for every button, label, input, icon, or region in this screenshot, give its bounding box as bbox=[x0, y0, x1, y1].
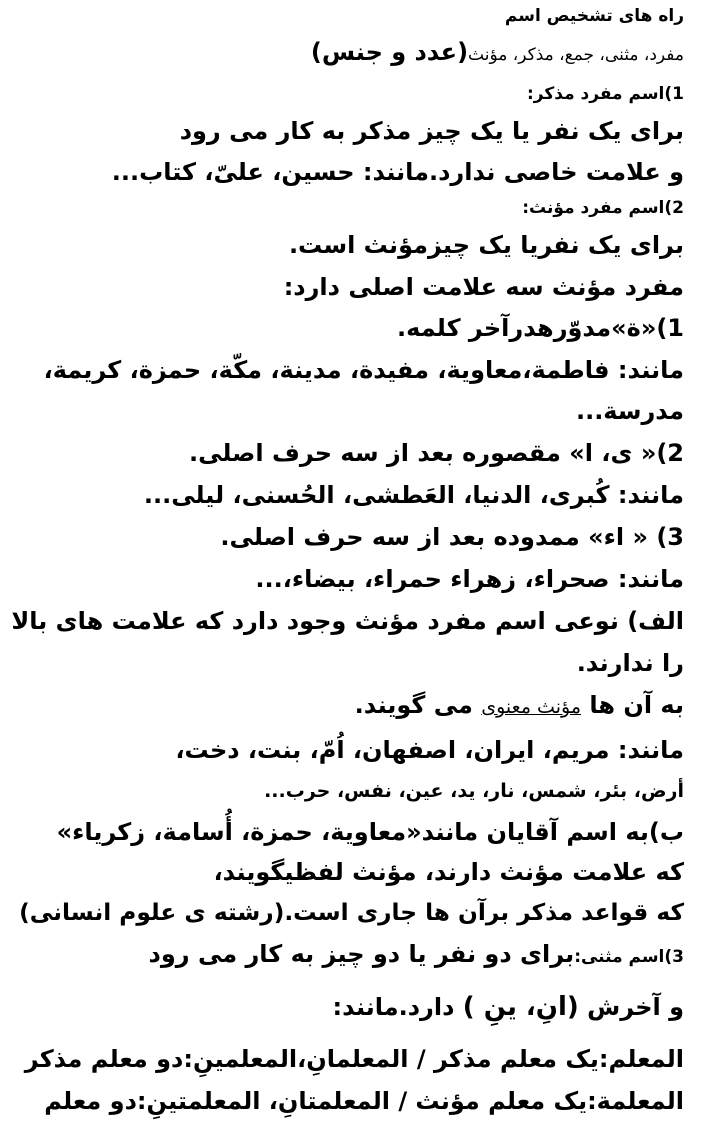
section-2-heading: 2)اسم مفرد مؤنث: bbox=[522, 198, 684, 218]
section-3-heading: 3)اسم مثنی: bbox=[574, 947, 684, 967]
section-3-text: برای دو نفر یا دو چیز به کار می رود bbox=[148, 940, 575, 968]
section-3-line-2-pre: و آخرش bbox=[578, 993, 684, 1021]
alef-line-2: را ندارند. bbox=[576, 649, 684, 677]
mark-1-example-1: مانند: فاطمة،معاوية، مفيدة، مدينة، مكّة، حمزة، كريمة، bbox=[43, 356, 684, 384]
example-feminine: المعلمة:یک معلم مؤنث / المعلمتانِ، المعلمتينِ:دو معلم bbox=[44, 1087, 684, 1115]
section-2-line-2: مفرد مؤنث سه علامت اصلی دارد: bbox=[283, 273, 684, 301]
section-3-line-1 bbox=[0, 940, 720, 968]
mark-1-example-2: مدرسة... bbox=[575, 397, 684, 425]
maanavi-example-1: مانند: مريم، ايران، اصفهان، اُمّ، بنت، دخت، bbox=[175, 736, 684, 764]
alef-line-1: الف) نوعی اسم مفرد مؤنث وجود دارد که علامت های بالا bbox=[11, 607, 684, 635]
title: راه های تشخیص اسم bbox=[504, 6, 684, 26]
dual-endings: (انِ، ينِ ) bbox=[462, 992, 579, 1022]
categories-line bbox=[0, 38, 720, 66]
section-1-heading: 1)اسم مفرد مذکر: bbox=[527, 84, 684, 104]
maanavi-underlined: مؤنث معنوی bbox=[481, 696, 581, 718]
mark-3-example: مانند: صحراء، زهراء حمراء، بيضاء،... bbox=[255, 565, 684, 593]
section-1-line-2: و علامت خاصی ندارد.مانند: حسین، علیّ، کتاب... bbox=[111, 158, 684, 186]
be-line-1: ب)به اسم آقایان مانند«معاوية، حمزة، أُسامة، زكرياء» bbox=[56, 818, 684, 846]
example-masculine: المعلم:یک معلم مذکر / المعلمانِ،المعلمينِ:دو معلم مذکر bbox=[24, 1045, 684, 1073]
categories-small: مفرد، مثنی، جمع، مذکر، مؤنث bbox=[468, 45, 684, 65]
section-1-line-1: برای یک نفر یا یک چیز مذکر به کار می رود bbox=[179, 117, 684, 145]
be-line-3: که قواعد مذکر برآن ها جاری است.(رشته ی علوم انسانی) bbox=[19, 899, 684, 926]
be-line-2: که علامت مؤنث دارند، مؤنث لفظیگویند، bbox=[213, 858, 684, 886]
maanavi-example-2: أرض، بئر، شمس، نار، يد، عين، نفس، حرب... bbox=[264, 780, 684, 802]
maanavi-line bbox=[0, 691, 720, 719]
mark-2: 2)« ى، ا» مقصوره بعد از سه حرف اصلی. bbox=[188, 439, 684, 467]
mark-3: 3) « اء» ممدوده بعد از سه حرف اصلی. bbox=[220, 523, 684, 551]
mark-1: 1)«ة»مدوّرهدرآخر کلمه. bbox=[397, 314, 684, 342]
categories-bold: (عدد و جنس) bbox=[310, 38, 469, 66]
section-2-line-1: برای یک نفریا یک چیزمؤنث است. bbox=[288, 231, 684, 259]
mark-2-example: مانند: كُبرى، الدنيا، العَطشى، الحُسنى، ليلى... bbox=[143, 481, 684, 509]
maanavi-pre: به آن ها bbox=[581, 691, 684, 719]
maanavi-post: می گویند. bbox=[354, 691, 482, 719]
section-3-line-2 bbox=[0, 992, 720, 1022]
section-3-line-2-post: دارد.مانند: bbox=[332, 993, 463, 1021]
